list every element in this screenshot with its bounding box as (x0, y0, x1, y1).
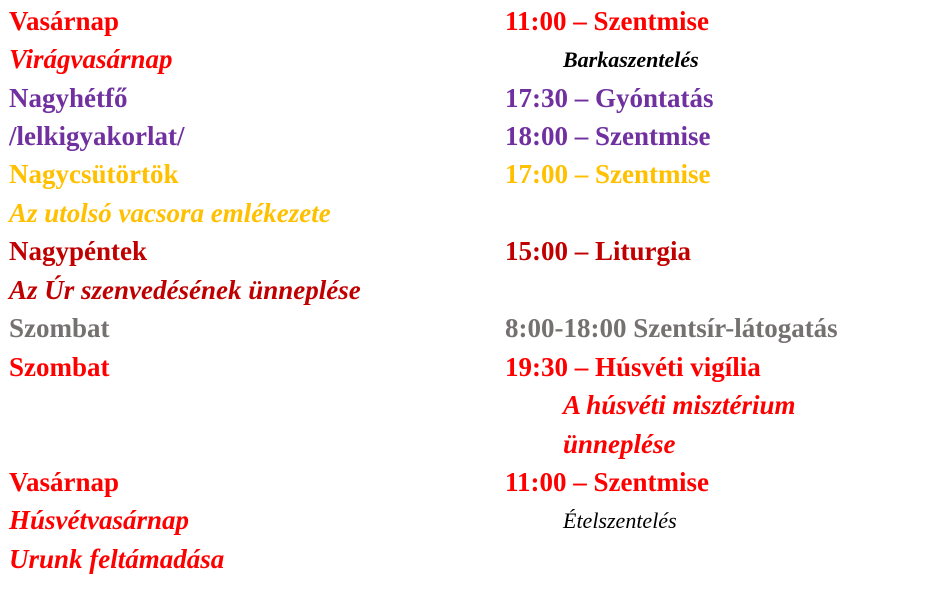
feast-easter-sunday: Húsvétvasárnap (9, 505, 190, 535)
day-saturday-visit: Szombat (9, 313, 110, 343)
time-sunday-mass: 11:00 – Szentmise (505, 6, 709, 36)
note-retreat: /lelkigyakorlat/ (9, 121, 185, 151)
note-celebration: ünneplése (563, 429, 676, 459)
feast-palm-sunday: Virágvasárnap (9, 44, 173, 74)
day-sunday-1: Vasárnap (9, 6, 120, 36)
time-tomb-visit: 8:00-18:00 Szentsír-látogatás (505, 313, 838, 343)
time-thursday-mass: 17:00 – Szentmise (505, 159, 711, 189)
feast-passion: Az Úr szenvedésének ünneplése (9, 275, 361, 305)
note-palm-blessing: Barkaszentelés (563, 47, 699, 72)
day-saturday-vigil: Szombat (9, 352, 110, 382)
time-friday-liturgy: 15:00 – Liturgia (505, 236, 691, 266)
time-easter-mass: 11:00 – Szentmise (505, 467, 709, 497)
time-confession: 17:30 – Gyóntatás (505, 83, 714, 113)
feast-last-supper: Az utolsó vacsora emlékezete (9, 198, 331, 228)
day-holy-thursday: Nagycsütörtök (9, 159, 179, 189)
day-holy-monday: Nagyhétfő (9, 83, 128, 113)
day-sunday-2: Vasárnap (9, 467, 120, 497)
day-good-friday: Nagypéntek (9, 236, 148, 266)
feast-resurrection: Urunk feltámadása (9, 544, 225, 574)
note-food-blessing: Ételszentelés (563, 508, 677, 533)
time-easter-vigil: 19:30 – Húsvéti vigília (505, 352, 761, 382)
note-paschal-mystery: A húsvéti misztérium (563, 390, 796, 420)
time-monday-mass: 18:00 – Szentmise (505, 121, 711, 151)
